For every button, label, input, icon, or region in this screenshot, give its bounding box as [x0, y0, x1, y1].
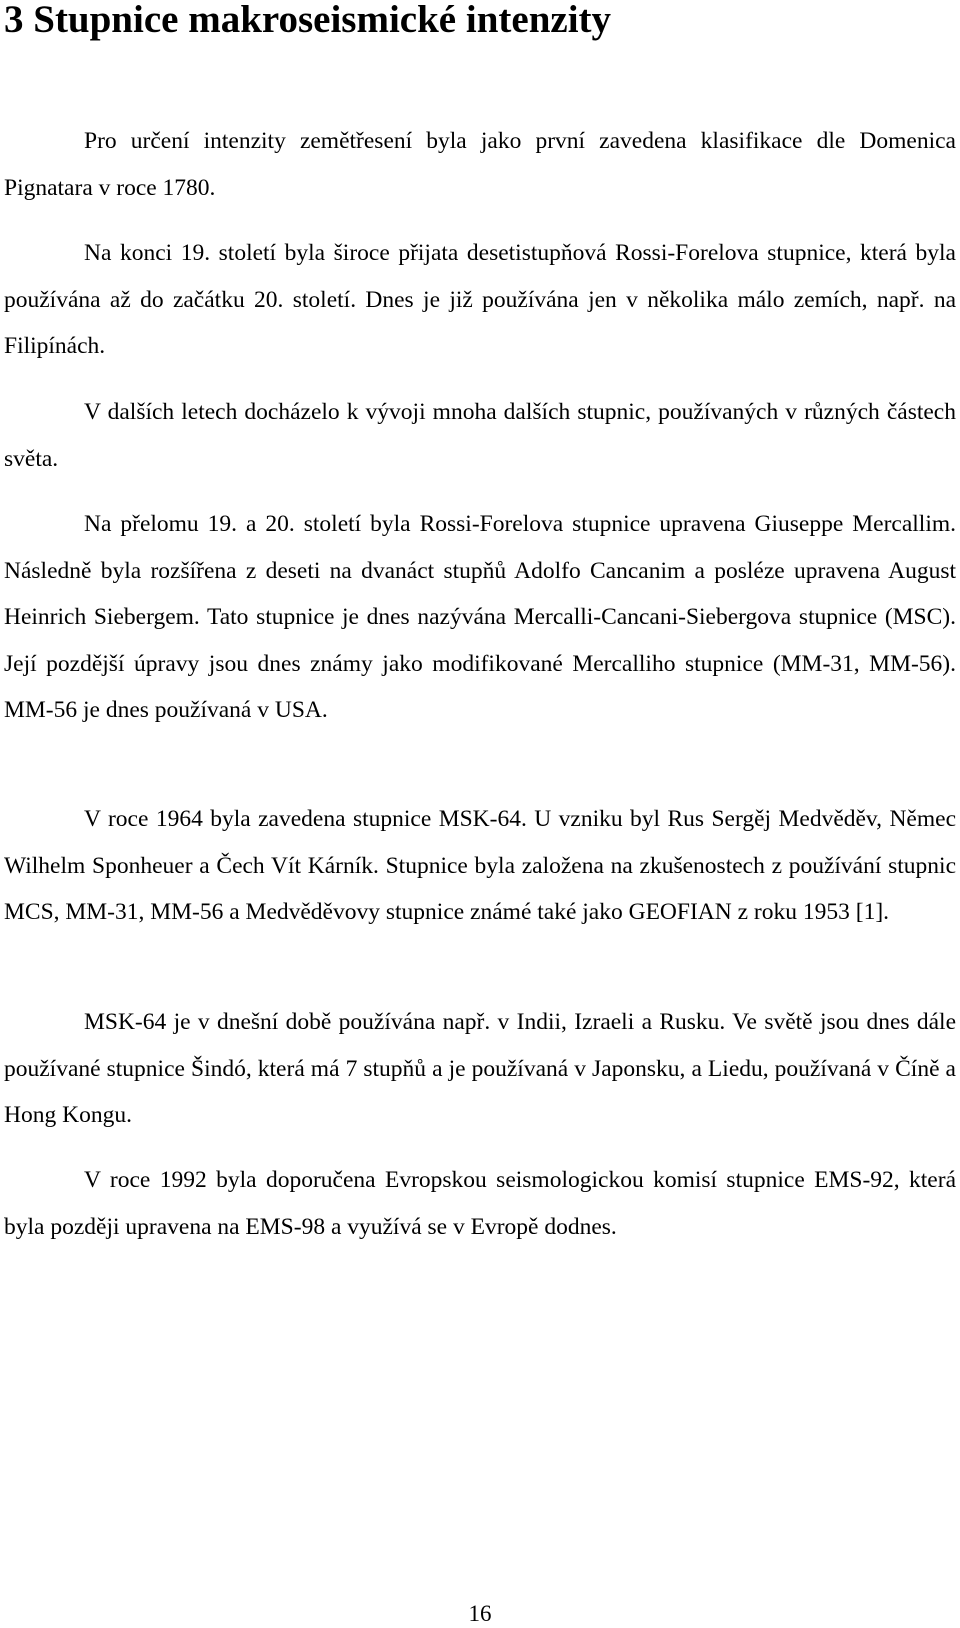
- paragraph-6: MSK-64 je v dnešní době používána např. v Indii, Izraeli a Rusku. Ve světě jsou dnes dále používané stupnice Šindó, která má 7 stupňů a je používaná v Japonsku, a Liedu, používaná v Číně a Hong Kongu.: [4, 1009, 956, 1128]
- paragraph-7: V roce 1992 byla doporučena Evropskou seismologickou komisí stupnice EMS-92, která byla později upravena na EMS-98 a využívá se v Evropě dodnes.: [4, 1167, 956, 1240]
- paragraph-2: Na konci 19. století byla široce přijata desetistupňová Rossi-Forelova stupnice, která byla používána až do začátku 20. století. Dnes je již používána jen v několika málo zemích, např. na Filipínách.: [4, 240, 956, 359]
- paragraph-1: Pro určení intenzity zemětřesení byla jako první zavedena klasifikace dle Domenica Pignatara v roce 1780.: [4, 128, 956, 201]
- chapter-heading: 3 Stupnice makroseismické intenzity: [4, 0, 612, 41]
- paragraph-3: V dalších letech docházelo k vývoji mnoha dalších stupnic, používaných v různých částech světa.: [4, 399, 956, 472]
- paragraph-5: V roce 1964 byla zavedena stupnice MSK-64. U vzniku byl Rus Sergěj Medvěděv, Němec Wilhelm Sponheuer a Čech Vít Kárník. Stupnice byla založena na zkušenostech z používání stupnic MCS, MM-31, MM-56 a Medvěděvovy stupnice známé také jako GEOFIAN z roku 1953 [1].: [4, 806, 956, 925]
- page-number: 16: [468, 1601, 492, 1626]
- paragraph-4: Na přelomu 19. a 20. století byla Rossi-Forelova stupnice upravena Giuseppe Mercallim. Následně byla rozšířena z deseti na dvanáct stupňů Adolfo Cancanim a posléze upravena August Heinrich Siebergem. Tato stupnice je dnes nazývána Mercalli-Cancani-Siebergova stupnice (MSC). Její pozdější úpravy jsou dnes známy jako modifikované Mercalliho stupnice (MM-31, MM-56). MM-56 je dnes používaná v USA.: [4, 511, 956, 723]
